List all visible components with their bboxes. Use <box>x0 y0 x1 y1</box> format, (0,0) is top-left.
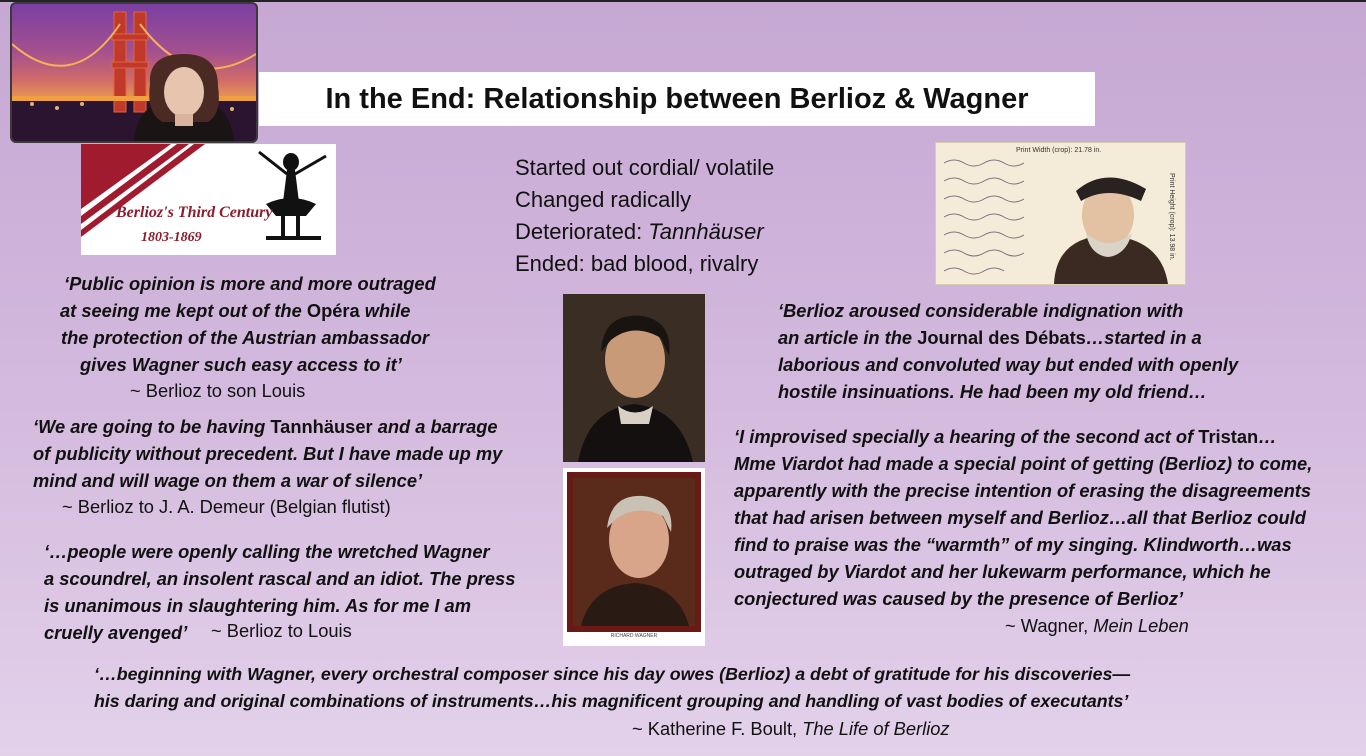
wagner-portrait-caption: RICHARD WAGNER <box>610 633 658 639</box>
berlioz-third-century-logo <box>81 144 336 255</box>
quote-line: an article in the Journal des Débats…started in a <box>778 327 1202 348</box>
wagner-letter-image <box>935 142 1186 285</box>
berlioz-portrait <box>563 294 705 462</box>
presenter-avatar <box>12 4 256 141</box>
quote-line: cruelly avenged’ <box>44 622 188 643</box>
wagner-portrait <box>563 468 705 646</box>
presenter-video-tile[interactable] <box>10 2 258 143</box>
summary-list <box>515 152 774 280</box>
quote-attribution: ~ Berlioz to J. A. Demeur (Belgian flutist) <box>62 496 391 517</box>
letter-illustration <box>936 143 1185 284</box>
quote-attribution: ~ Berlioz to son Louis <box>130 380 306 401</box>
quote-line: gives Wagner such easy access to it’ <box>80 354 402 375</box>
quote-journal-des-debats <box>778 297 1238 405</box>
quote-line: find to praise was the “warmth” of my singing. Klindworth…was <box>734 534 1292 555</box>
quote-line: ‘We are going to be having Tannhäuser and a barrage <box>33 416 498 437</box>
letter-ruler-height: Print Height (crop): 13.98 in. <box>1168 173 1175 261</box>
quote-boult <box>94 661 1130 715</box>
quote-line: a scoundrel, an insolent rascal and an idiot. The press <box>44 568 516 589</box>
quote-line: at seeing me kept out of the Opéra while <box>60 300 411 321</box>
summary-item: Changed radically <box>515 187 692 212</box>
quote-line: laborious and convoluted way but ended with openly <box>778 354 1239 375</box>
letter-ruler-width: Print Width (crop): 21.78 in. <box>1016 147 1102 154</box>
quote-line: that had arisen between myself and Berlioz…all that Berlioz could <box>734 507 1306 528</box>
quote-line: mind and will wage on them a war of silence’ <box>33 470 423 491</box>
quote-line: Mme Viardot had made a special point of getting (Berlioz) to come, <box>734 453 1313 474</box>
quote-line: conjectured was caused by the presence of Berlioz’ <box>734 588 1184 609</box>
summary-item: Started out cordial/ volatile <box>515 155 775 180</box>
quote-line: ‘…beginning with Wagner, every orchestral composer since his day owes (Berlioz) a debt of gratitude for his discoveries— <box>94 664 1131 684</box>
quote-attribution: ~ Wagner, Mein Leben <box>1005 615 1189 636</box>
quote-tristan <box>734 423 1312 612</box>
summary-item: Ended: bad blood, rivalry <box>515 251 759 276</box>
quote-line: of publicity without precedent. But I have made up my <box>33 443 503 464</box>
quote-attribution: ~ Katherine F. Boult, The Life of Berlioz <box>632 718 950 739</box>
quote-line: ‘…people were openly calling the wretched Wagner <box>44 541 490 562</box>
logo-years: 1803-1869 <box>141 230 202 245</box>
logo-stripes <box>81 144 336 255</box>
quote-line: ‘Public opinion is more and more outraged <box>64 273 436 294</box>
berlioz-portrait-illustration <box>563 294 705 462</box>
quote-attribution: ~ Berlioz to Louis <box>211 620 352 641</box>
quote-line: ‘I improvised specially a hearing of the second act of Tristan… <box>734 426 1277 447</box>
quote-line: his daring and original combinations of instruments…his magnificent grouping and handling of vast bodies of executants’ <box>94 691 1129 711</box>
wagner-portrait-illustration <box>563 468 705 646</box>
quote-opera <box>60 270 436 378</box>
summary-item: Deteriorated: Tannhäuser <box>515 219 764 244</box>
slide-title-box <box>259 72 1095 126</box>
quote-tannhauser <box>33 413 502 494</box>
logo-title: Berlioz's Third Century <box>116 204 273 221</box>
quote-line: outraged by Viardot and her lukewarm performance, which he <box>734 561 1271 582</box>
slide-title: In the End: Relationship between Berlioz & Wagner <box>325 82 1029 115</box>
quote-line: ‘Berlioz aroused considerable indignation with <box>778 300 1184 321</box>
quote-line: is unanimous in slaughtering him. As for me I am <box>44 595 471 616</box>
quote-line: hostile insinuations. He had been my old friend… <box>778 381 1207 402</box>
quote-line: the protection of the Austrian ambassador <box>61 327 430 348</box>
quote-line: apparently with the precise intention of erasing the disagreements <box>734 480 1312 501</box>
